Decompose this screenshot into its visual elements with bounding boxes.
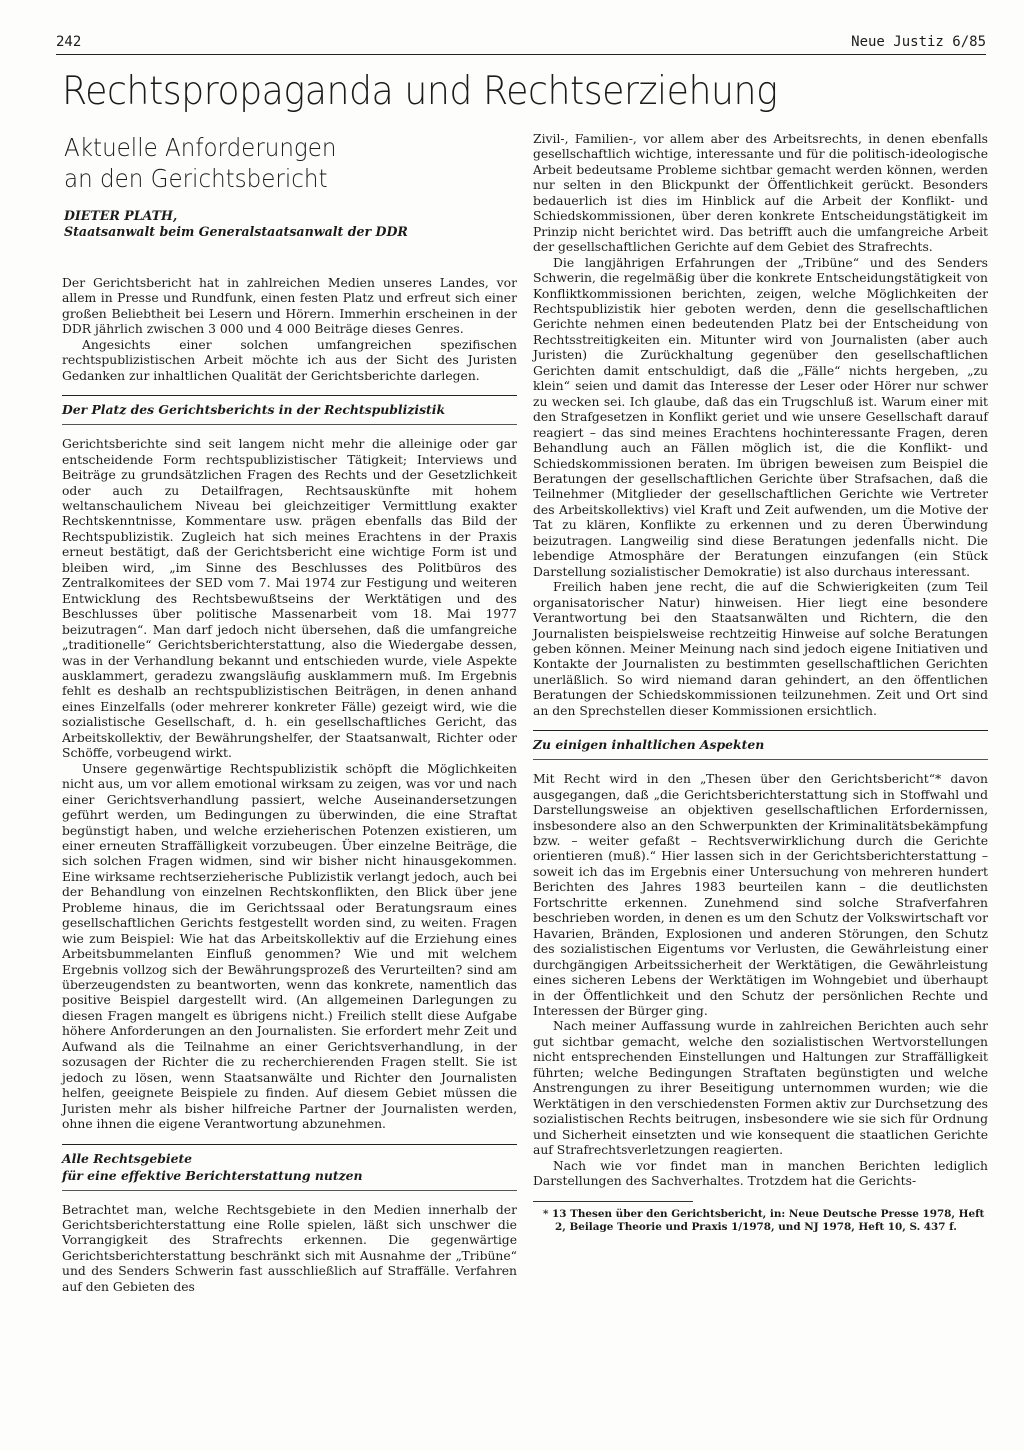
author-name: DIETER PLATH, <box>64 208 178 223</box>
article-title <box>64 132 481 194</box>
body-paragraph: Die langjährigen Erfahrungen der „Tribüne“ und des Senders Schwerin, die regelmäßig über die konkrete Entscheidungstätigkeit von Konfliktkommissionen berichten, zeigen, welche Möglichkeiten der Rechtspublizistik hier geboten werden, denn die gesellschaftlichen Gerichte nehmen einen bedeutenden Platz bei der Entscheidung von Rechtsstreitigkeiten ein. Mitunter wird von Journalisten (aber auch Juristen) die Zurückhaltung gegenüber den gesellschaftlichen Gerichten damit entschuldigt, daß die „Fälle“ nichts hergeben, „zu klein“ seien und damit das Interesse der Leser oder Hörer nur schwer zu wecken sei. Ich glaube, daß das ein Trugschluß ist. Warum einer mit den Strafgesetzen in Konflikt geriet und wie unsere Gesellschaft darauf reagiert – das sind meines Erachtens hochinteressante Fragen, deren Behandlung auch an Fällen möglich ist, die die Konflikt- und Schiedskommissionen beraten. Im übrigen beweisen zum Beispiel die Beratungen der gesellschaftlichen Gerichte über Strafsachen, daß die Teilnehmer (Mitglieder der gesellschaftlichen Gerichte wie Vertreter des Arbeitskollektivs) viel Kraft und Zeit aufwenden, um die Motive der Tat zu klären, Konflikte zu erkennen und zu deren Überwindung beizutragen. Langweilig sind diese Beratungen jedenfalls nicht. Die lebendige Atmosphäre der Beratungen einzufangen (ein Stück Darstellung sozialistischer Demokratie) ist also durchaus interessant. <box>533 255 988 579</box>
author-role: Staatsanwalt beim Generalstaatsanwalt der DDR <box>64 224 408 239</box>
body-paragraph: Unsere gegenwärtige Rechtspublizistik schöpft die Möglichkeiten nicht aus, um vor allem emotional wirksam zu zeigen, was vor und nach einer Gerichtsverhandlung passiert, welche Auseinandersetzungen geführt werden, um Bedingungen zu überwinden, die eine Straftat begünstigt haben, und welche erzieherischen Potenzen existieren, um einer erneuten Straffälligkeit vorzubeugen. Über einzelne Beiträge, die sich solchen Fragen widmen, sind wir bisher nicht hinausgekommen. Eine wirksame rechtserzieherische Publizistik verlangt jedoch, auch bei der Behandlung von einzelnen Rechtskonflikten, den Blick über jene Probleme hinaus, die im Gerichtssaal oder Beratungsraum eines gesellschaftlichen Gerichts festgestellt worden sind, zu weiten. Fragen wie zum Beispiel: Wie hat das Arbeitskollektiv auf die Erziehung eines Arbeitsbummelanten Einfluß genommen? Wie und mit welchem Ergebnis vollzog sich der Bewährungsprozeß des Verurteilten? sind am überzeugendsten zu beantworten, wenn das konkrete, namentlich das positive Beispiel dargestellt wird. (An allgemeinen Darlegungen zu diesen Fragen mangelt es übrigens nicht.) Freilich stellt diese Aufgabe höhere Anforderungen an den Journalisten. Sie erfordert mehr Zeit und Aufwand als die Teilnahme an einer Gerichtsverhandlung, in der sozusagen der Richter die zu recherchierenden Fragen stellt. Sie ist jedoch zu lösen, wenn Staatsanwälte und Richter den Journalisten helfen, geeignete Beispiele zu finden. Auf diesem Gebiet müssen die Juristen mehr als bisher hilfreiche Partner der Journalisten werden, ohne ihnen die eigene Verantwortung abzunehmen. <box>62 761 517 1132</box>
footnote-rule <box>533 1201 693 1202</box>
right-column <box>533 132 988 1234</box>
running-head <box>56 34 986 54</box>
byline <box>64 208 517 240</box>
body-paragraph: Nach wie vor findet man in manchen Berichten lediglich Darstellungen des Sachverhaltes. Trotzdem hat die Gerichts- <box>533 1158 988 1188</box>
subheading-line-1: Alle Rechtsgebiete <box>62 1150 193 1166</box>
subheading-aspekte: Zu einigen inhaltlichen Aspekten <box>533 730 988 760</box>
body-paragraph: Gerichtsberichte sind seit langem nicht mehr die alleinige oder gar entscheidende Form rechtspublizistischer Tätigkeit; Interviews und Beiträge zu grundsätzlichen Fragen des Rechts und der Gesetzlichkeit oder auch zu Detailfragen, Rechtsauskünfte mit hohem weltanschaulichem Niveau bei gleichzeitiger Vermittlung exakter Rechtskenntnisse, Kommentare usw. prägen ebenfalls das Bild der Rechtspublizistik. Zugleich hat sich meines Erachtens in der Praxis erneut bestätigt, daß der Gerichtsbericht eine wichtige Form ist und bleiben wird, „im Sinne des Beschlusses des Politbüros des Zentralkomitees der SED vom 7. Mai 1974 zur Festigung und weiteren Entwicklung des Rechtsbewußtseins der Werktätigen und des Beschlusses über politische Massenarbeit vom 18. Mai 1977 beizutragen“. Man darf jedoch nicht übersehen, daß die umfangreiche „traditionelle“ Gerichtsberichterstattung, also die Wiedergabe dessen, was in der Verhandlung bekannt und entschieden wurde, viele Aspekte ausklammert, geradezu zwangsläufig ausklammern muß. Im Ergebnis fehlt es deshalb an rechtspublizistischen Beiträgen, in denen anhand eines Einzelfalls (oder mehrerer konkreter Fälle) gezeigt wird, wie die sozialistische Gesellschaft, d. h. ein gesellschaftliches Gericht, das Arbeitskollektiv, der Bewährungshelfer, der Staatsanwalt, Richter oder Schöffe, vorbeugend wirkt. <box>62 437 517 761</box>
journal-issue: Neue Justiz 6/85 <box>851 34 986 50</box>
section-title: Rechtspropaganda und Rechtserziehung <box>62 69 778 114</box>
header-rule <box>56 54 986 55</box>
subheading-rechtsgebiete <box>62 1144 517 1191</box>
article-title-line-1: Aktuelle Anforderungen <box>64 133 337 162</box>
subheading-platz: Der Platz des Gerichtsberichts in der Rechtspublizistik <box>62 395 517 425</box>
body-paragraph: Nach meiner Auffassung wurde in zahlreichen Berichten auch sehr gut sichtbar gemacht, welche den sozialistischen Wertvorstellungen nicht entsprechenden Einstellungen und Haltungen zur Straffälligkeit führten; welche Bedingungen Straftaten begünstigten und welche Anstrengungen zu ihrer Beseitigung unternommen wurden; wie die Werktätigen in den verschiedensten Formen aktiv zur Durchsetzung des sozialistischen Rechts beitrugen, insbesondere wie sie sich für Ordnung und Sicherheit einsetzten und wie konsequent die staatlichen Gerichte auf Strafrechtsverletzungen reagierten. <box>533 1019 988 1158</box>
body-paragraph: Betrachtet man, welche Rechtsgebiete in den Medien innerhalb der Gerichtsberichterstattung eine Rolle spielen, läßt sich unschwer die Vorrangigkeit des Strafrechts erkennen. Die gegenwärtige Gerichtsberichterstattung beschränkt sich mit Ausnahme der „Tribüne“ und des Senders Schwerin fast ausschließlich auf Straffälle. Verfahren auf den Gebieten des <box>62 1202 517 1294</box>
body-paragraph: Mit Recht wird in den „Thesen über den Gerichtsbericht“* davon ausgegangen, daß „die Gerichtsberichterstattung sich in Stoffwahl und Darstellungsweise an objektiven gesellschaftlichen Erfordernissen, insbesondere also an den Schwerpunkten der Kriminalitätsbekämpfung bzw. – weiter gefaßt – Rechtsverwirklichung durch die Gerichte orientieren (muß).“ Hier lassen sich in der Gerichtsberichterstattung – soweit ich das im Ergebnis einer Untersuchung von mehreren hundert Berichten des Jahres 1983 beurteilen kann – die deutlichsten Fortschritte erkennen. Zunehmend sind solche Strafverfahren beschrieben worden, in denen es um den Schutz der Volkswirtschaft vor Havarien, Bränden, Explosionen und anderen Störungen, den Schutz des sozialistischen Eigentums vor Verlusten, die Gewährleistung einer durchgängigen Arbeitssicherheit der Werktätigen, die Gewährleistung eines sicheren Lebens der Werktätigen im Wohngebiet und überhaupt in der Öffentlichkeit und den Schutz der persönlichen Rechte und Interessen der Bürger ging. <box>533 772 988 1019</box>
body-paragraph: Zivil-, Familien-, vor allem aber des Arbeitsrechts, in denen ebenfalls gesellschaftlich wichtige, interessante und für die politisch-ideologische Arbeit bedeutsame Probleme sichtbar gemacht werden können, werden nur selten in den Blickpunkt der Öffentlichkeit gerückt. Besonders bedauerlich ist dies im Hinblick auf die Arbeit der Konflikt- und Schiedskommissionen, über deren konkrete Entscheidungstätigkeit im Prinzip nicht berichtet wird. Das betrifft auch die umfangreiche Arbeit der gesellschaftlichen Gerichte auf dem Gebiet des Strafrechts. <box>533 132 988 255</box>
intro-paragraph: Angesichts einer solchen umfangreichen spezifischen rechtspublizistischen Arbeit möchte ich aus der Sicht des Juristen Gedanken zur inhaltlichen Qualität der Gerichtsberichte darlegen. <box>62 337 517 383</box>
body-paragraph: Freilich haben jene recht, die auf die Schwierigkeiten (zum Teil organisatorischer Natur) hinweisen. Hier liegt eine besondere Verantwortung bei den Staatsanwälten und Richtern, die den Journalisten beispielsweise rechtzeitig Hinweise auf solche Beratungen geben können. Meiner Meinung nach sind jedoch eigene Initiativen und Kontakte der Journalisten zu bestimmten gesellschaftlichen Gerichten unerläßlich. So wird niemand daran gehindert, an den öffentlichen Beratungen der Schiedskommissionen teilzunehmen. Zeit und Ort sind an den Sprechstellen dieser Kommissionen ersichtlich. <box>533 580 988 718</box>
left-column <box>62 132 517 1295</box>
article-title-line-2: an den Gerichtsbericht <box>64 164 328 193</box>
page-number: 242 <box>56 34 82 50</box>
intro-paragraph: Der Gerichtsbericht hat in zahlreichen Medien unseres Landes, vor allem in Presse und Rundfunk, einen festen Platz und erfreut sich einer großen Beliebtheit bei Lesern und Hörern. Immerhin erscheinen in der DDR jährlich zwischen 3 000 und 4 000 Beiträge dieses Genres. <box>62 276 517 337</box>
subheading-line-2: für eine effektive Berichterstattung nutzen <box>62 1167 363 1183</box>
footnote: * 13 Thesen über den Gerichtsbericht, in: Neue Deutsche Presse 1978, Heft 2, Beilage Theorie und Praxis 1/1978, und NJ 1978, Heft 10, S. 437 f. <box>543 1208 985 1234</box>
